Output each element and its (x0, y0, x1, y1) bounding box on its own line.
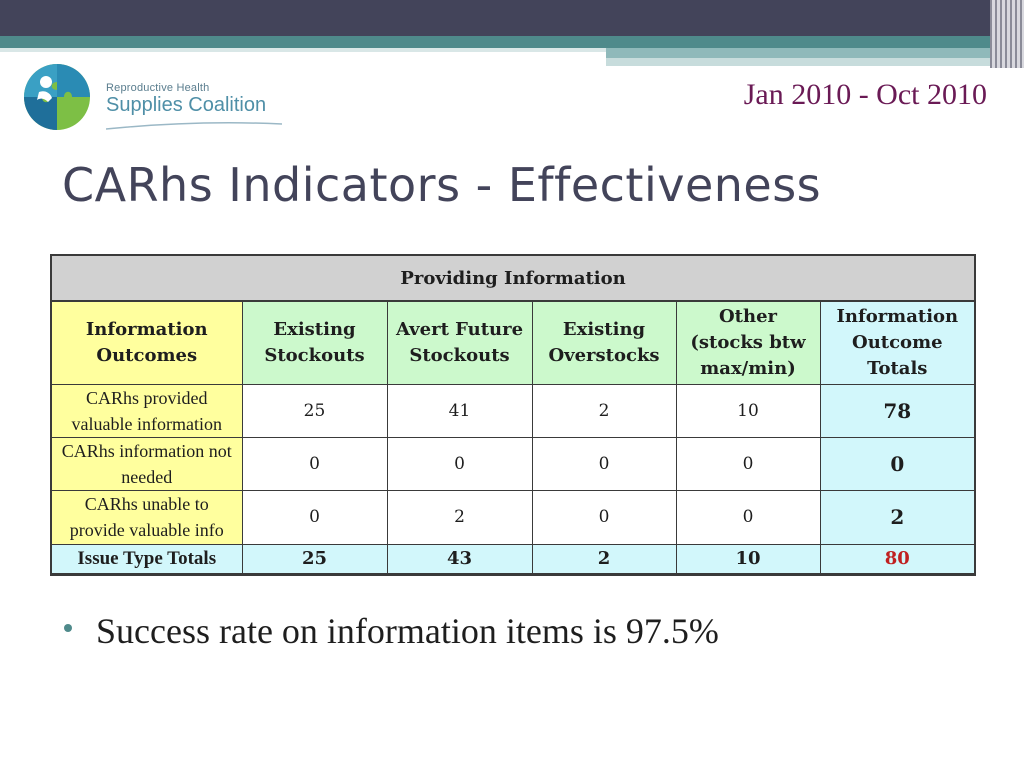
row-total: 0 (820, 438, 975, 491)
table-cell: 2 (532, 385, 676, 438)
grand-total: 80 (820, 544, 975, 574)
header-accent-bar-secondary (606, 48, 1024, 58)
table-cell: 0 (532, 438, 676, 491)
header-accent-line (0, 48, 606, 52)
table-cell: 10 (676, 385, 820, 438)
logo-subtitle: Reproductive Health (106, 82, 210, 94)
date-range: Jan 2010 - Oct 2010 (743, 78, 987, 111)
totals-row-label: Issue Type Totals (51, 544, 242, 574)
table-group-header: Providing Information (51, 255, 975, 301)
bullet-icon (64, 624, 72, 632)
table-row (51, 385, 975, 438)
indicators-table (50, 254, 974, 576)
slide-title: CARhs Indicators - Effectiveness (62, 158, 822, 212)
logo-swoosh (106, 120, 282, 130)
header-stripes (990, 0, 1024, 68)
row-total: 2 (820, 491, 975, 544)
row-label: CARhs information not needed (51, 438, 242, 491)
column-header: Information Outcomes (51, 301, 242, 385)
table-cell: 2 (387, 491, 532, 544)
row-total: 78 (820, 385, 975, 438)
table-row (51, 491, 975, 544)
column-header: Information Outcome Totals (820, 301, 975, 385)
column-header: Existing Overstocks (532, 301, 676, 385)
row-label: CARhs unable to provide valuable info (51, 491, 242, 544)
table-cell: 0 (532, 491, 676, 544)
column-total: 2 (532, 544, 676, 574)
row-label: CARhs provided valuable information (51, 385, 242, 438)
table-cell: 0 (676, 438, 820, 491)
column-header: Existing Stockouts (242, 301, 387, 385)
header-accent-bar (0, 36, 1024, 48)
header-accent-bar-tertiary (606, 58, 1024, 66)
column-total: 25 (242, 544, 387, 574)
bullet-item: Success rate on information items is 97.5% (96, 611, 719, 651)
logo (22, 62, 272, 134)
table-cell: 25 (242, 385, 387, 438)
column-header: Avert Future Stockouts (387, 301, 532, 385)
table-row (51, 438, 975, 491)
header-band (0, 0, 1024, 36)
puzzle-globe-icon (22, 62, 92, 132)
column-total: 10 (676, 544, 820, 574)
logo-name: Supplies Coalition (106, 94, 267, 116)
table-cell: 41 (387, 385, 532, 438)
table-cell: 0 (676, 491, 820, 544)
column-header: Other (stocks btw max/min) (676, 301, 820, 385)
table-cell: 0 (242, 438, 387, 491)
table-cell: 0 (242, 491, 387, 544)
totals-row (51, 544, 975, 574)
table-cell: 0 (387, 438, 532, 491)
column-total: 43 (387, 544, 532, 574)
